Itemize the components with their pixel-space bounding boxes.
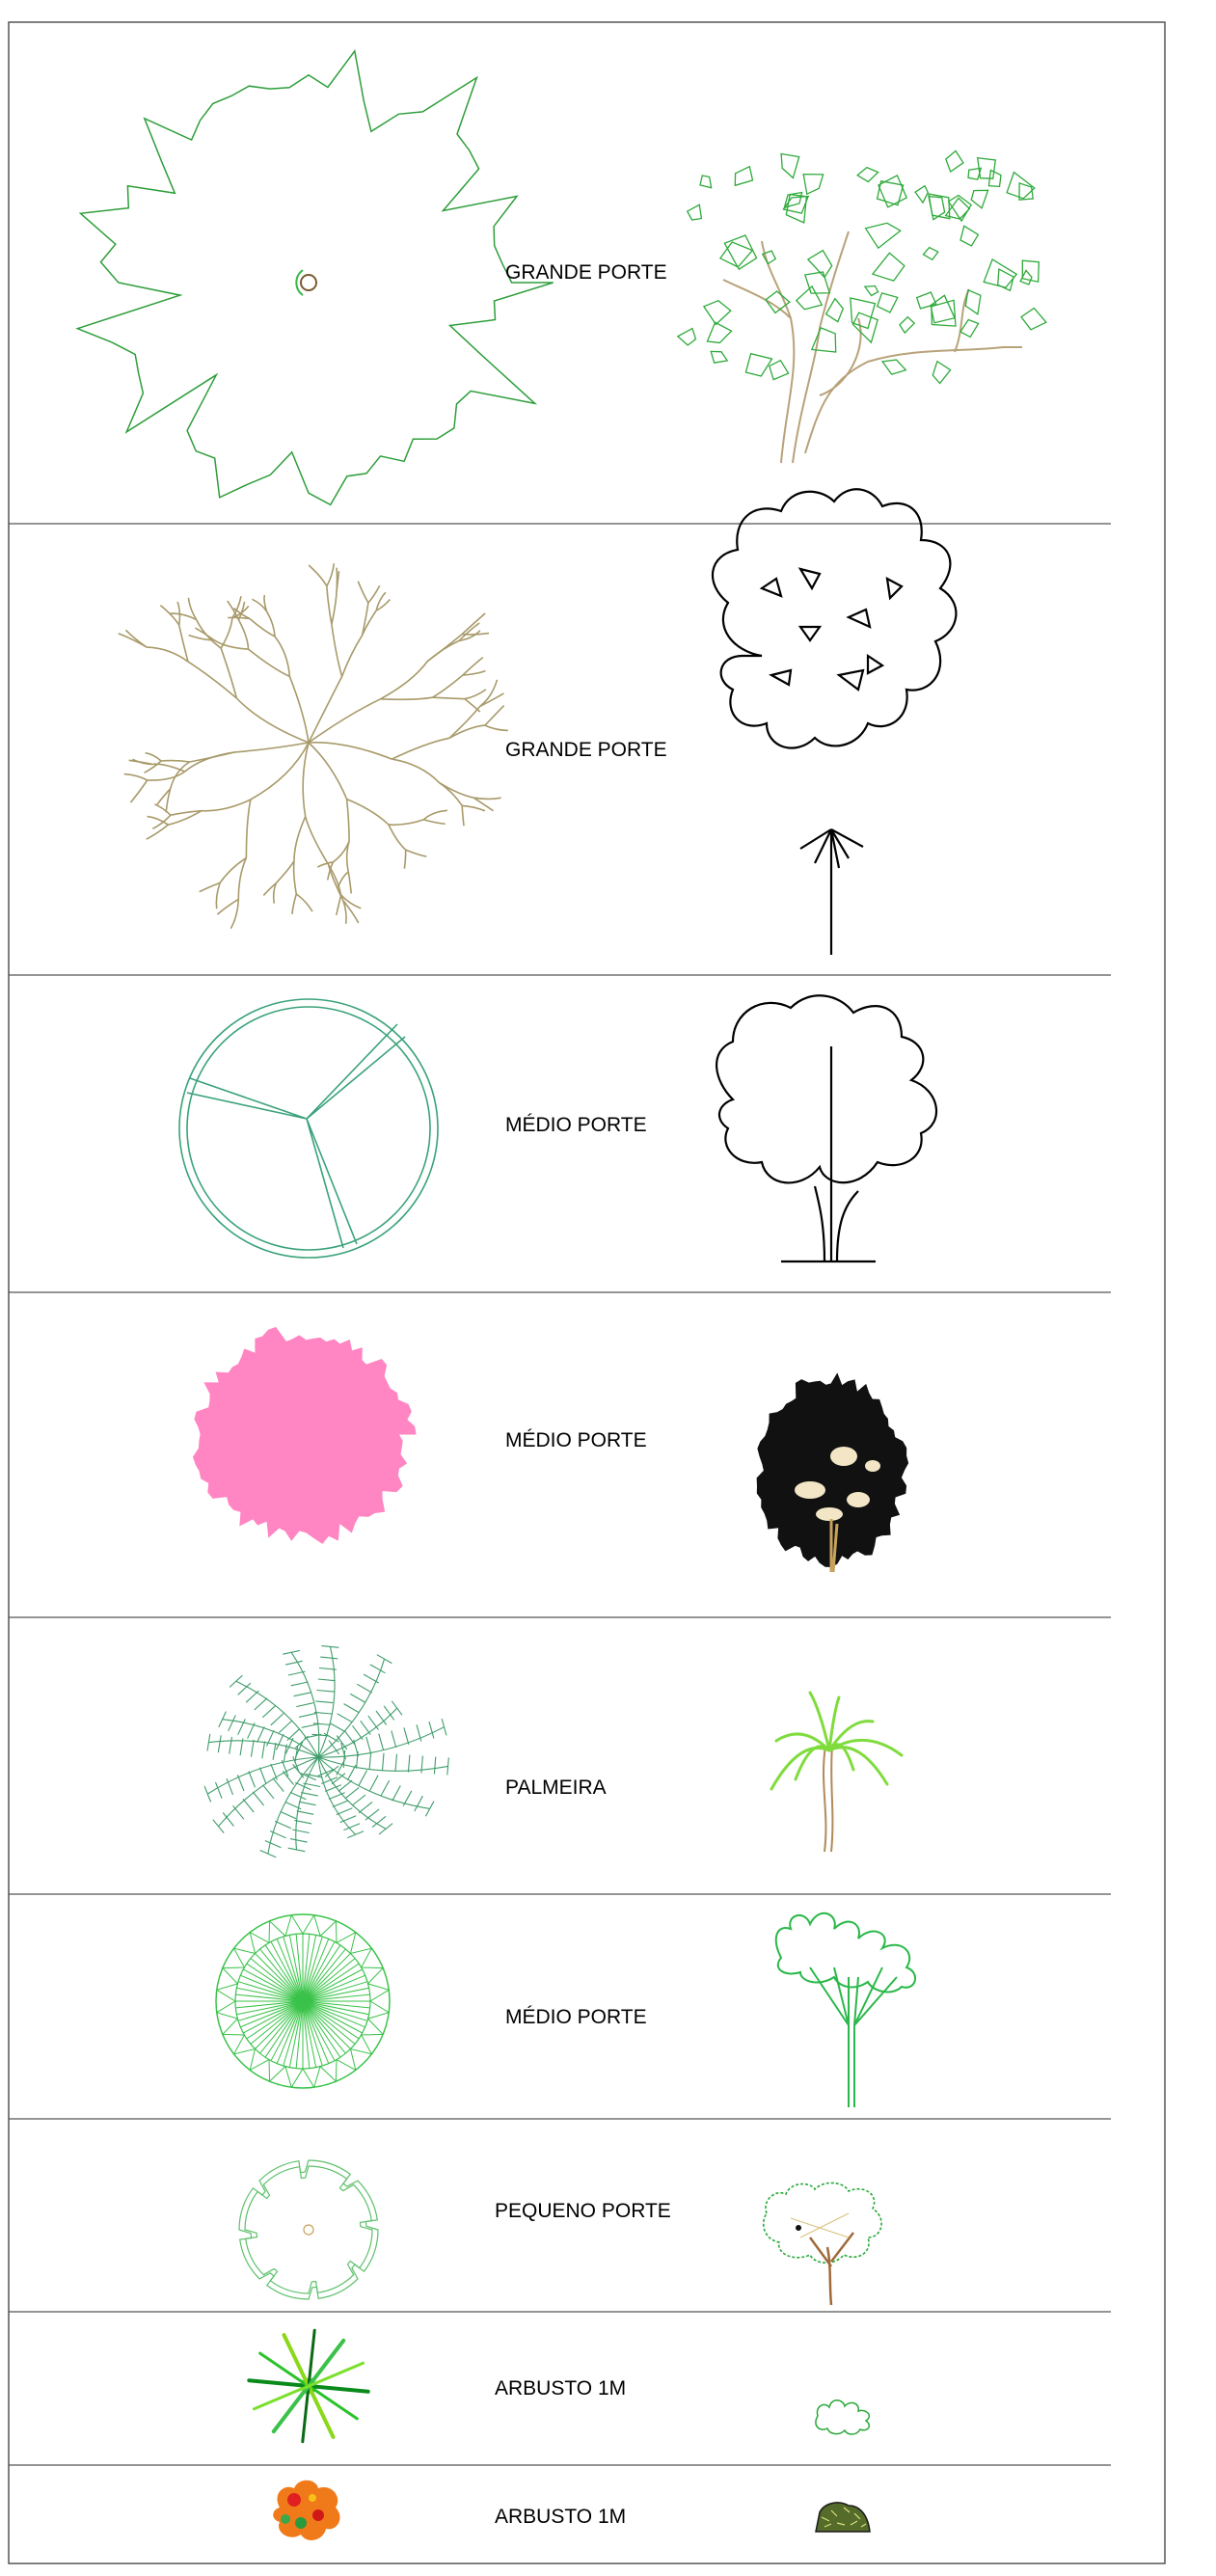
leaflet-line	[320, 1657, 338, 1659]
leaflet-line	[421, 1756, 423, 1774]
branch-line	[332, 591, 337, 624]
branch-line	[274, 883, 277, 904]
branch-line	[235, 743, 310, 752]
leaflet-line	[276, 1734, 284, 1749]
branch-line	[462, 805, 464, 826]
branching-tree-plan-icon	[119, 563, 508, 929]
leaflet-line	[275, 1821, 291, 1828]
leaflet-line	[345, 1788, 359, 1799]
leaf-mark	[878, 181, 904, 205]
leaflet-line	[368, 1716, 379, 1730]
branch-line	[358, 582, 368, 603]
leaflet-line	[338, 1714, 353, 1722]
branch-line	[348, 872, 351, 894]
leaf-mark	[803, 175, 823, 195]
leaf-mark	[688, 204, 702, 220]
leaflet-line	[233, 1805, 244, 1819]
branch-line	[160, 606, 178, 626]
leaflet-line	[249, 1772, 256, 1788]
leaflet-line	[262, 1742, 265, 1759]
leaflet-line	[283, 1650, 300, 1654]
leaflet-line	[285, 1661, 303, 1665]
leaf-mark	[857, 168, 878, 182]
leaflet-line	[294, 1820, 311, 1824]
leaflet-line	[273, 1743, 276, 1760]
leaflet-line	[265, 1841, 282, 1848]
branch-line	[147, 647, 188, 662]
branch-line	[404, 850, 405, 869]
leaflet-line	[318, 1679, 336, 1681]
leaflet-line	[253, 1792, 263, 1805]
leaf-mark	[878, 293, 898, 312]
row-3-label: MÉDIO PORTE	[505, 1114, 647, 1136]
branch-line	[368, 585, 380, 603]
row-6-label: MÉDIO PORTE	[505, 2006, 647, 2028]
branch-line	[427, 640, 459, 661]
branch-line	[154, 804, 171, 815]
branch-line	[392, 738, 449, 759]
leaf-mark	[745, 354, 771, 376]
row-8-label: ARBUSTO 1M	[495, 2377, 627, 2400]
branch-line	[131, 780, 148, 802]
branch-line	[406, 850, 427, 856]
branch-line	[238, 858, 246, 900]
leaflet-line	[357, 1684, 372, 1693]
branch-line	[216, 882, 220, 908]
leaflet-line	[329, 1793, 345, 1800]
branch-line	[296, 894, 312, 911]
branch-line	[309, 743, 347, 800]
leaflet-line	[216, 1782, 223, 1799]
branch-line	[423, 810, 447, 820]
leaflet-line	[230, 1737, 232, 1754]
branch-line	[449, 725, 485, 738]
branch-line	[347, 800, 350, 842]
leaflet-line	[279, 1721, 291, 1732]
leaflet-line	[354, 1740, 359, 1756]
leaflet-line	[447, 1757, 449, 1775]
leaf-mark	[900, 317, 914, 333]
leaflet-line	[353, 1725, 364, 1740]
leaf-mark	[826, 299, 844, 322]
leaflet-line	[243, 1799, 254, 1812]
leaflet-line	[271, 1764, 278, 1780]
palm-fronds-plan-icon	[204, 1646, 448, 1857]
jagged-green-canopy-plan-icon	[77, 51, 553, 505]
leaflet-line	[350, 1694, 365, 1702]
branch-line	[202, 800, 251, 811]
branch-line	[462, 805, 485, 810]
leaflet-line	[333, 1801, 349, 1807]
branch-line	[433, 697, 466, 699]
leaflet-line	[299, 1802, 316, 1805]
branch-line	[294, 817, 306, 861]
leaflet-line	[337, 1808, 353, 1815]
leaf-mark	[878, 176, 906, 207]
leaflet-line	[230, 1675, 242, 1687]
leaflet-line	[338, 1780, 352, 1791]
branch-line	[485, 706, 504, 726]
row-2-label: GRANDE PORTE	[505, 739, 667, 761]
leaf-mark	[1021, 309, 1046, 330]
leaflet-line	[291, 1682, 309, 1686]
leaflet-line	[301, 1793, 318, 1797]
leaflet-line	[248, 1722, 256, 1738]
leaflet-line	[377, 1655, 392, 1664]
branch-line	[188, 662, 236, 698]
leaflet-line	[392, 1731, 396, 1748]
leaflet-line	[415, 1796, 423, 1811]
leaflet-line	[259, 1768, 266, 1784]
leaflet-line	[263, 1785, 274, 1799]
leaflet-line	[379, 1824, 392, 1834]
branch-line	[239, 620, 249, 649]
branch-line	[449, 706, 480, 738]
branch-line	[294, 861, 297, 894]
leaflet-line	[364, 1674, 379, 1683]
sunburst-circle-plan-icon	[216, 1914, 390, 2088]
leaf-mark	[866, 223, 901, 248]
row-5-label: PALMEIRA	[505, 1776, 607, 1799]
leaf-mark	[797, 286, 823, 310]
leaflet-line	[369, 1752, 371, 1770]
leaflet-line	[281, 1811, 297, 1818]
row-4-label: MÉDIO PORTE	[505, 1429, 647, 1451]
leaflet-line	[365, 1809, 379, 1820]
star-shrub-plan-icon	[249, 2330, 367, 2441]
leaflet-line	[359, 1771, 367, 1786]
row-7-label: PEQUENO PORTE	[495, 2200, 671, 2222]
pink-filled-canopy-plan-icon	[194, 1328, 417, 1544]
leaflet-line	[370, 1776, 379, 1791]
leaflet-line	[379, 1734, 384, 1750]
leaflet-line	[290, 1839, 308, 1843]
row-1-label: GRANDE PORTE	[505, 261, 667, 284]
leaf-mark	[882, 360, 905, 374]
leaflet-line	[434, 1757, 435, 1775]
leaflet-line	[381, 1780, 390, 1796]
leaf-mark	[704, 301, 731, 325]
branch-line	[217, 899, 238, 914]
leaflet-line	[283, 1772, 293, 1785]
branch-line	[347, 800, 389, 826]
branch-line	[332, 624, 342, 676]
leaflet-line	[331, 1723, 346, 1732]
branch-line	[146, 753, 162, 761]
leaflet-line	[392, 1701, 402, 1716]
leaflet-line	[246, 1691, 258, 1702]
leaf-mark	[965, 290, 981, 314]
leaf-mark	[763, 251, 776, 263]
leaflet-line	[383, 1753, 385, 1771]
leaflet-line	[257, 1726, 265, 1742]
leaflet-line	[271, 1714, 284, 1725]
branch-line	[289, 676, 309, 743]
leaf-mark	[932, 362, 950, 384]
leaf-mark	[678, 329, 696, 345]
branch-line	[148, 772, 185, 780]
leaf-mark	[711, 351, 727, 363]
leaflet-line	[296, 1703, 313, 1707]
branch-line	[214, 640, 249, 650]
branch-line	[327, 586, 332, 624]
small-shrub-elevation-icon	[816, 2400, 869, 2434]
notched-circle-plan-icon	[239, 2160, 378, 2299]
branch-line	[338, 872, 349, 887]
row-9-label: ARBUSTO 1M	[495, 2506, 627, 2528]
leaflet-line	[303, 1783, 320, 1787]
palm-tree-elevation-icon	[771, 1693, 902, 1852]
leaf-mark	[708, 322, 732, 342]
leaflet-line	[404, 1727, 409, 1744]
leaf-mark	[960, 320, 979, 338]
branch-line	[485, 725, 508, 730]
leaf-mark	[700, 176, 712, 188]
branch-line	[439, 782, 473, 798]
branch-line	[337, 895, 341, 915]
colorful-shrub-plan-icon	[273, 2481, 339, 2540]
branch-line	[381, 697, 433, 699]
branch-line	[392, 759, 439, 782]
leaflet-line	[302, 1724, 319, 1728]
leaflet-line	[287, 1728, 300, 1740]
leaflet-line	[347, 1831, 364, 1838]
branch-line	[152, 815, 171, 828]
frond-line	[829, 1748, 887, 1784]
leaflet-line	[299, 1714, 316, 1718]
branch-line	[309, 677, 342, 744]
branch-line	[480, 693, 504, 707]
leaf-mark	[946, 151, 963, 173]
leaf-mark	[960, 226, 978, 246]
leaflet-line	[442, 1719, 446, 1735]
leaflet-line	[361, 1721, 371, 1735]
double-circle-radial-plan-icon	[179, 999, 438, 1258]
leaflet-line	[297, 1811, 314, 1815]
leaflet-line	[229, 1716, 236, 1731]
branch-line	[292, 894, 296, 914]
leaflet-line	[366, 1737, 371, 1753]
branch-line	[124, 774, 148, 780]
leaflet-line	[273, 1778, 284, 1792]
leaflet-line	[255, 1698, 267, 1710]
branch-line	[462, 613, 485, 635]
small-tree-elevation-icon	[764, 2183, 881, 2305]
leaf-mark	[1007, 173, 1035, 199]
leaflet-line	[392, 1786, 401, 1802]
branch-line	[236, 698, 309, 743]
branch-line	[303, 743, 309, 817]
leaflet-line	[352, 1795, 365, 1805]
leaflet-line	[370, 1665, 386, 1673]
branch-line	[342, 636, 363, 677]
branch-line	[465, 699, 480, 712]
leafy-tree-elevation-icon	[678, 151, 1046, 464]
leaf-mark	[924, 248, 938, 260]
branch-line	[306, 817, 329, 865]
black-canopy-tree-elevation-icon	[757, 1374, 908, 1573]
leaflet-line	[288, 1671, 306, 1675]
leaf-mark	[781, 154, 799, 178]
leaflet-line	[294, 1693, 311, 1696]
branch-line	[389, 825, 406, 850]
branch-line	[433, 675, 463, 697]
leaflet-line	[429, 1722, 434, 1738]
leaflet-line	[359, 1802, 372, 1812]
leaflet-line	[408, 1755, 410, 1773]
branch-line	[251, 743, 309, 800]
branch-line	[459, 631, 480, 641]
branch-line	[327, 563, 335, 586]
leaflet-line	[237, 1775, 244, 1791]
leaf-mark	[971, 190, 987, 208]
leaflet-line	[344, 1730, 355, 1745]
leaflet-line	[347, 1765, 356, 1780]
branch-line	[439, 782, 462, 805]
branch-line	[276, 861, 294, 883]
leaflet-line	[395, 1754, 397, 1772]
outline-round-tree-elevation-icon	[713, 489, 956, 955]
leaflet-line	[315, 1701, 333, 1703]
branch-line	[423, 820, 445, 824]
branch-line	[200, 882, 220, 891]
leaf-mark	[865, 286, 878, 296]
branch-line	[473, 798, 500, 799]
branch-line	[381, 662, 428, 699]
branch-line	[249, 649, 290, 676]
leaf-mark	[873, 253, 905, 281]
branch-line	[161, 761, 190, 762]
leaflet-line	[317, 1691, 335, 1693]
leaflet-line	[344, 1704, 360, 1713]
branch-line	[465, 690, 486, 699]
leaflet-line	[292, 1830, 310, 1833]
branch-line	[246, 800, 251, 858]
outline-broad-tree-elevation-icon	[716, 995, 936, 1261]
branch-line	[190, 752, 235, 762]
leaflet-line	[262, 1706, 275, 1718]
textured-shrub-elevation-icon	[816, 2503, 870, 2532]
leaf-mark	[915, 186, 928, 203]
branch-line	[309, 565, 327, 586]
leaf-mark	[735, 167, 752, 186]
branch-line	[389, 820, 423, 825]
branch-line	[197, 620, 222, 649]
leaf-mark	[851, 298, 876, 329]
wavy-crown-tree-elevation-icon	[776, 1913, 915, 2107]
leaflet-line	[204, 1786, 211, 1803]
leaflet-line	[251, 1740, 254, 1757]
leaf-mark	[770, 361, 789, 380]
leaflet-line	[218, 1735, 221, 1752]
